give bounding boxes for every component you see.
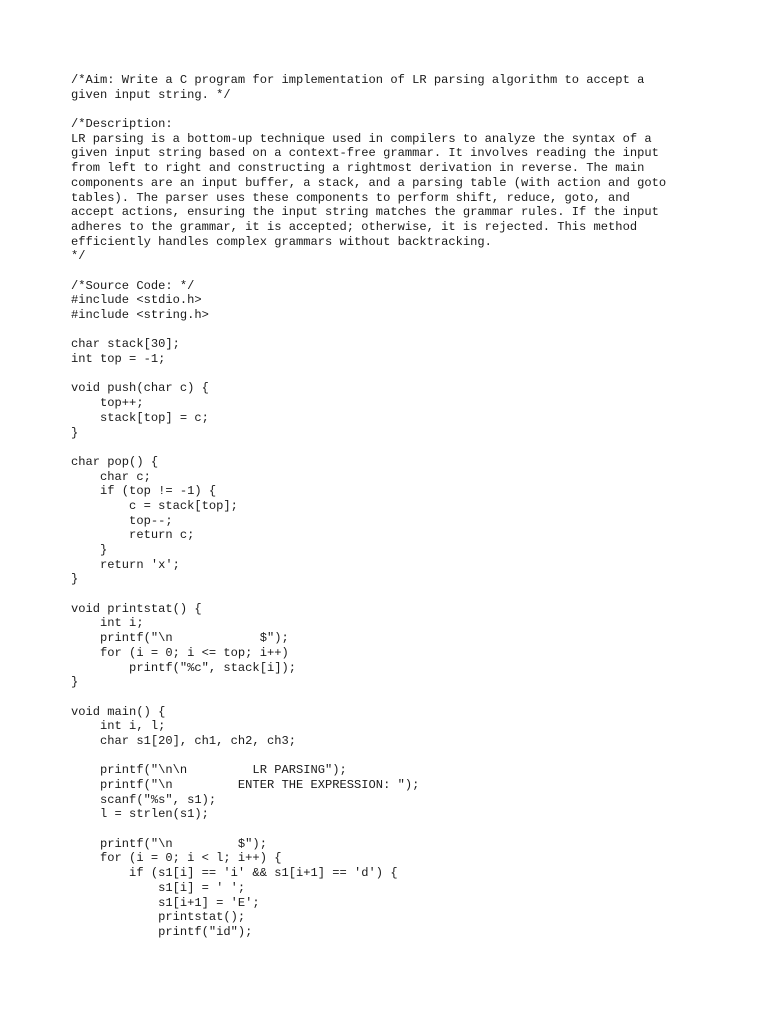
code-line: s1[i] = ' '; [71, 880, 246, 895]
code-line: if (top != -1) { [71, 484, 217, 499]
code-line: void push(char c) { [71, 381, 209, 396]
code-line: from left to right and constructing a rightmost derivation in reverse. The main [71, 161, 645, 176]
code-line: given input string based on a context-free grammar. It involves reading the input [71, 146, 659, 161]
code-line: scanf("%s", s1); [71, 792, 217, 807]
code-line [71, 440, 731, 455]
code-line: char c; [71, 469, 151, 484]
code-line: printf("id"); [71, 924, 253, 939]
code-line: } [71, 425, 79, 440]
code-line: } [71, 572, 79, 587]
code-line: LR parsing is a bottom-up technique used in compilers to analyze the syntax of a [71, 131, 652, 146]
code-line: efficiently handles complex grammars without backtracking. [71, 234, 492, 249]
code-line: /*Aim: Write a C program for implementation of LR parsing algorithm to accept a [71, 73, 645, 87]
code-line: tables). The parser uses these components to perform shift, reduce, goto, and [71, 190, 630, 205]
code-line [71, 102, 731, 117]
code-line: } [71, 675, 79, 690]
code-line: adheres to the grammar, it is accepted; otherwise, it is rejected. This method [71, 219, 638, 234]
code-line: printstat(); [71, 910, 246, 925]
code-line: given input string. */ [71, 87, 231, 102]
code-line: /*Source Code: */ [71, 278, 195, 293]
code-line: char pop() { [71, 454, 159, 469]
code-line: s1[i+1] = 'E'; [71, 895, 260, 910]
code-line [71, 367, 731, 382]
code-line: void main() { [71, 704, 166, 719]
code-line: */ [71, 249, 86, 264]
code-line: printf("\n $"); [71, 836, 267, 851]
code-line [71, 822, 731, 837]
code-line: printf("%c", stack[i]); [71, 660, 296, 675]
source-code-text [71, 73, 731, 940]
code-line: for (i = 0; i < l; i++) { [71, 851, 282, 866]
code-line [71, 690, 731, 705]
code-line: stack[top] = c; [71, 410, 209, 425]
code-line: int i; [71, 616, 144, 631]
code-line: top++; [71, 396, 144, 411]
code-line: char stack[30]; [71, 337, 180, 352]
code-line: top--; [71, 513, 173, 528]
code-line: printf("\n ENTER THE EXPRESSION: "); [71, 778, 420, 792]
code-line: return c; [71, 528, 195, 543]
code-line: l = strlen(s1); [71, 807, 209, 822]
code-line: components are an input buffer, a stack, and a parsing table (with action and goto [71, 175, 667, 190]
code-line: } [71, 543, 108, 557]
code-line: char s1[20], ch1, ch2, ch3; [71, 733, 296, 748]
code-line: for (i = 0; i <= top; i++) [71, 645, 289, 660]
code-line [71, 264, 731, 279]
code-line [71, 323, 731, 338]
code-line: accept actions, ensuring the input string matches the grammar rules. If the input [71, 205, 659, 220]
code-line: #include <stdio.h> [71, 293, 202, 308]
code-line: c = stack[top]; [71, 498, 238, 513]
code-line: void printstat() { [71, 601, 202, 616]
code-line: #include <string.h> [71, 308, 209, 322]
code-line [71, 587, 731, 602]
code-line: /*Description: [71, 117, 173, 132]
code-line: return 'x'; [71, 557, 180, 572]
code-line: printf("\n $"); [71, 631, 289, 646]
code-line: int top = -1; [71, 352, 166, 367]
code-line [71, 749, 731, 764]
code-line: printf("\n\n LR PARSING"); [71, 763, 347, 778]
code-line: if (s1[i] == 'i' && s1[i+1] == 'd') { [71, 866, 398, 881]
code-line: int i, l; [71, 719, 166, 734]
